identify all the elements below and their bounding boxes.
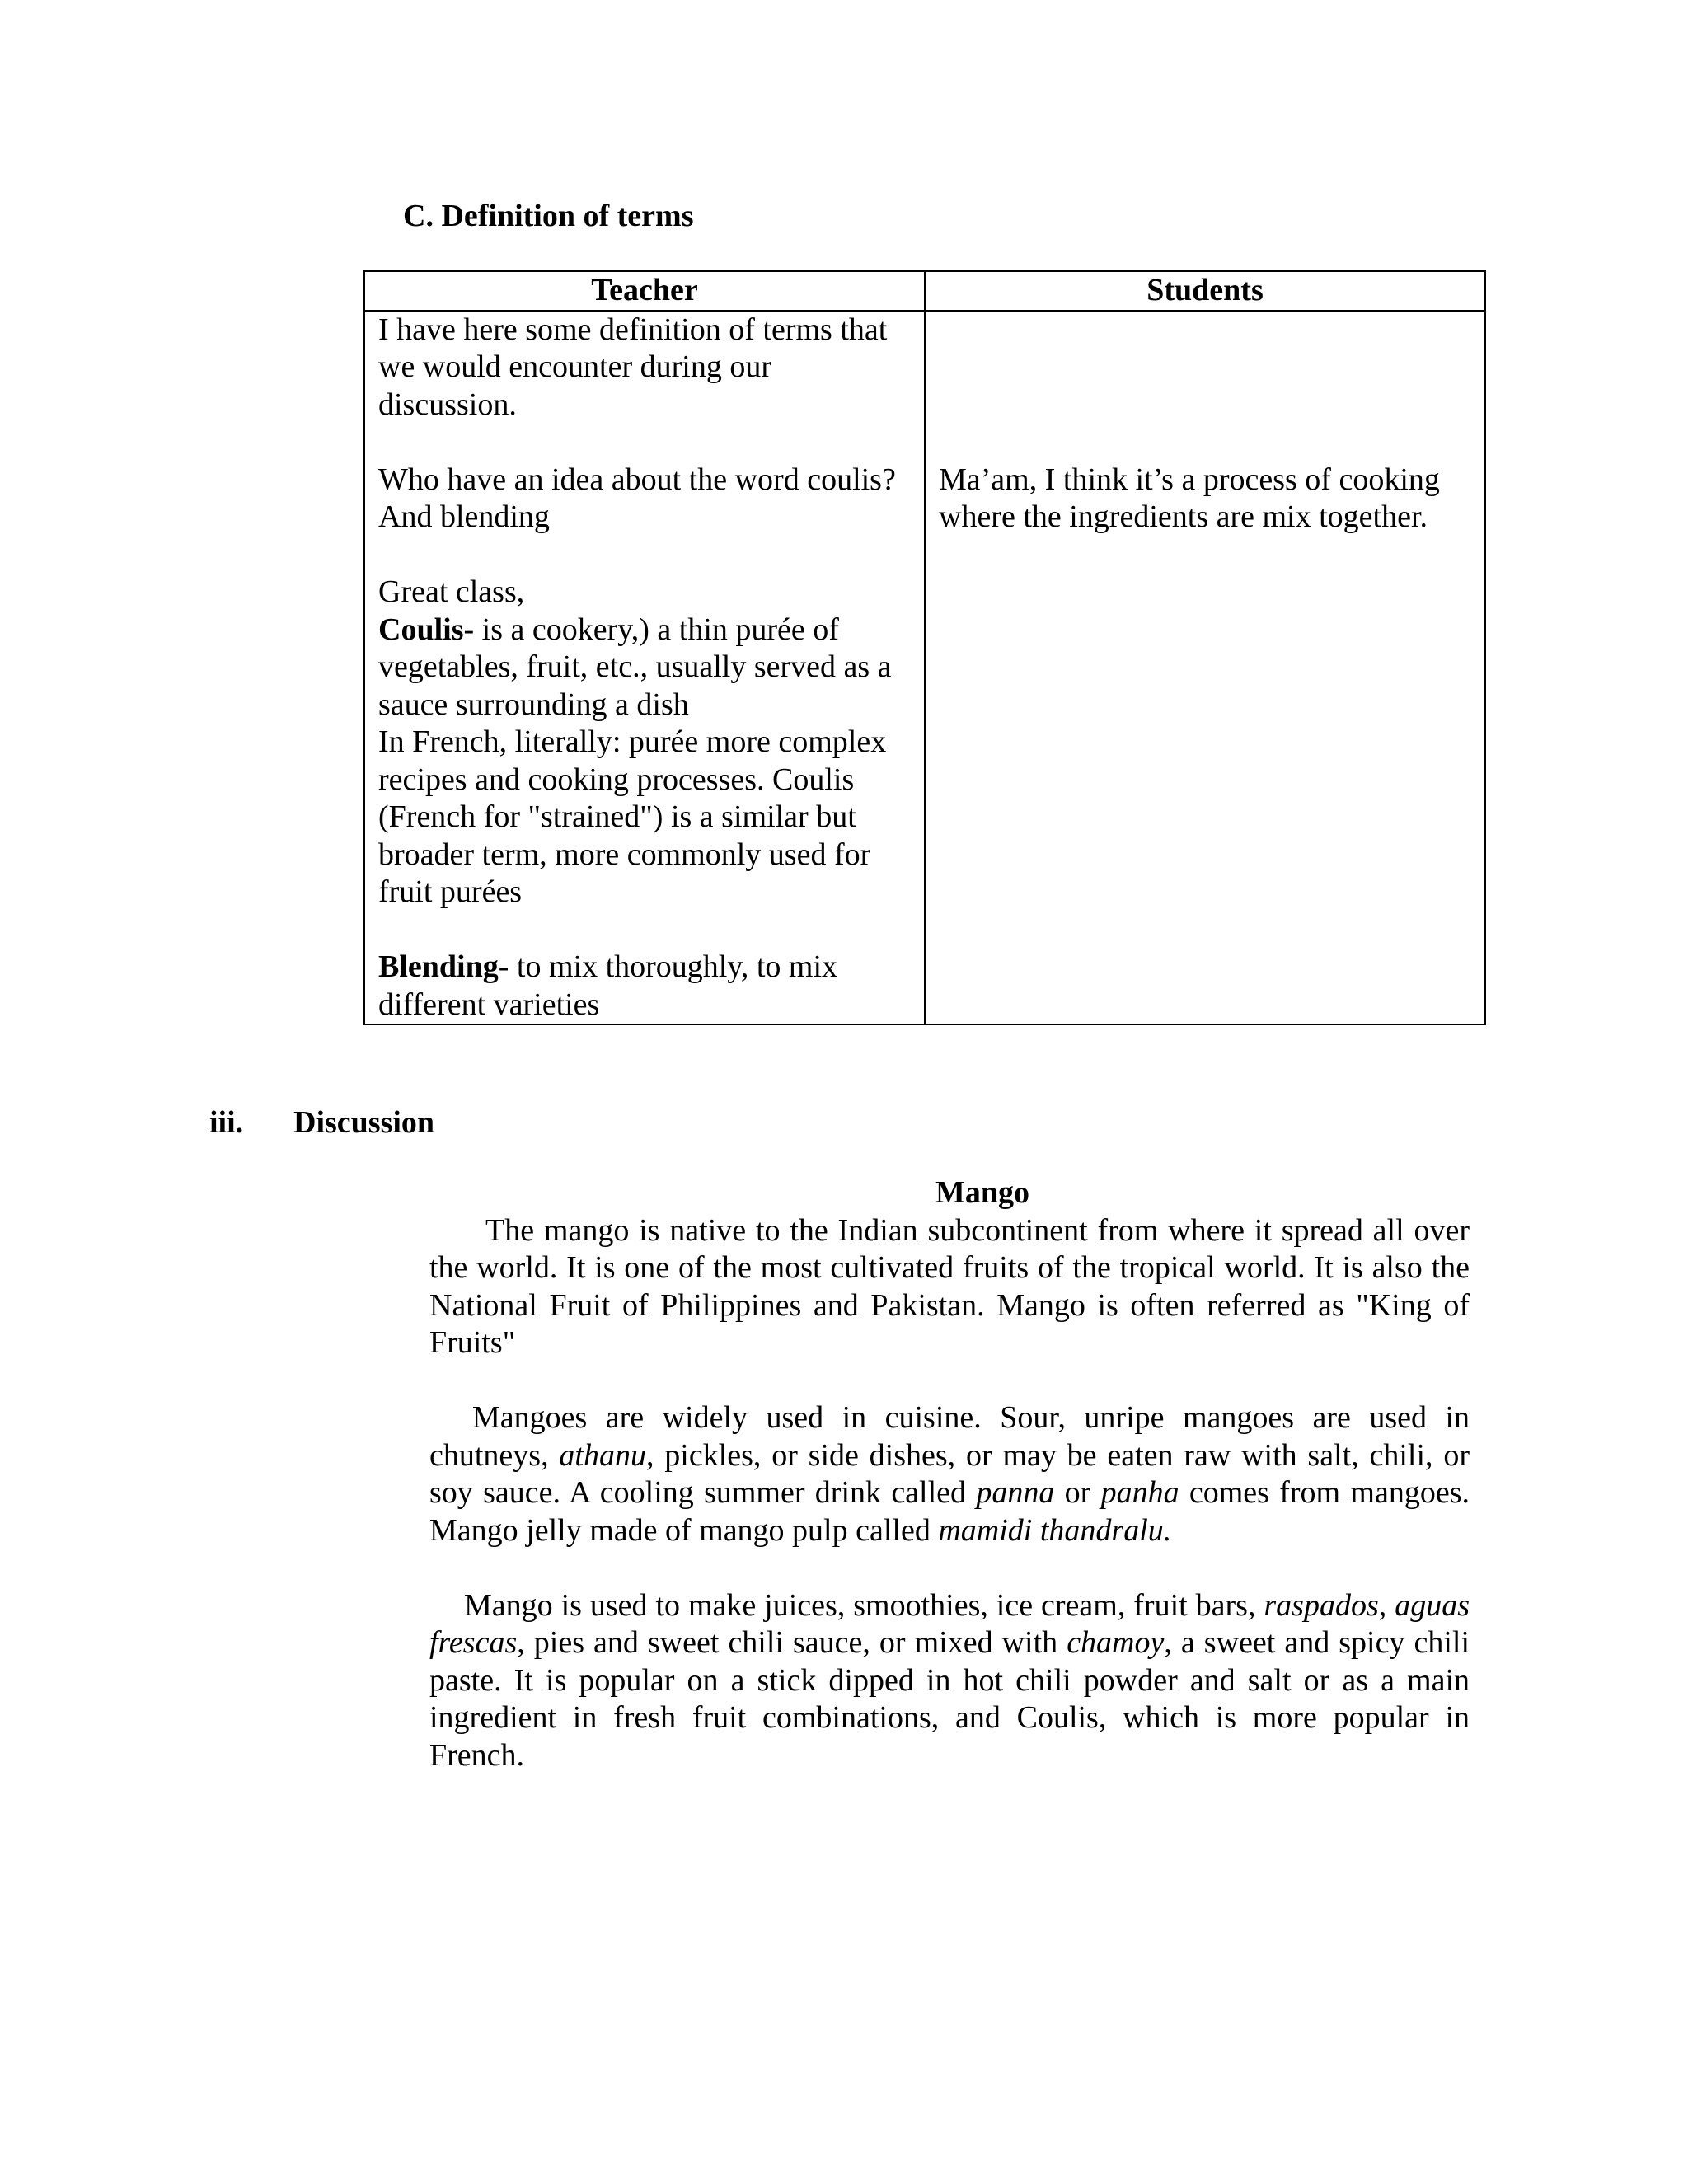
article-title: Mango: [935, 1175, 1029, 1210]
term-panna: panna: [976, 1475, 1055, 1510]
definition-table: [363, 270, 1486, 1025]
students-cell: [925, 311, 1485, 1025]
blending-definition: [378, 949, 911, 1024]
blending-def-text: to mix thoroughly, to mix different varieties: [378, 949, 838, 1022]
teacher-cell: [364, 311, 925, 1025]
coulis-term: Coulis: [378, 612, 464, 647]
mango-article: [429, 1174, 1470, 1812]
p2-text-d: comes from mangoes. Mango jelly made of mango pulp called: [429, 1475, 1470, 1548]
p3-text-a: Mango is used to make juices, smoothies, ice cream, fruit bars,: [464, 1587, 1264, 1623]
coulis-definition: [378, 612, 911, 724]
p2-text-b: , pickles, or side dishes, or may be eaten raw with salt, chili, or soy sauce. A cooling summer drink called: [429, 1437, 1470, 1510]
term-chamoy: chamoy: [1067, 1625, 1165, 1660]
section-heading: C. Definition of terms: [403, 199, 694, 233]
term-raspados: raspados: [1264, 1587, 1379, 1623]
p3-text-b: ,: [1378, 1587, 1395, 1623]
table-header-row: [364, 271, 1485, 311]
table-row: [364, 311, 1485, 1025]
p3-text-d: , a sweet and spicy chili paste. It is popular on a stick dipped in hot chili powder and salt or as a main ingredient in fresh fruit combinations, and Coulis, which is more popular in French.: [429, 1625, 1470, 1773]
teacher-praise: Great class,: [378, 574, 525, 609]
students-header: Students: [925, 271, 1485, 311]
term-athanu: athanu: [559, 1437, 646, 1473]
article-paragraph-1: The mango is native to the Indian subcontinent from where it spread all over the world. It is one of the most cultivated fruits of the tropical world. It is also the National Fruit of Philippines and Pakistan. Mango is often referred as "King of Fruits": [429, 1212, 1470, 1360]
teacher-intro: I have here some definition of terms that we would encounter during our discussion.: [378, 312, 888, 422]
term-mamidi-thandralu: mamidi thandralu.: [938, 1512, 1172, 1548]
discussion-title: Discussion: [293, 1105, 435, 1140]
teacher-header: Teacher: [364, 271, 925, 311]
coulis-french-note: In French, literally: purée more complex recipes and cooking processes. Coulis (French for "strained") is a similar but broader term, more commonly used for fruit purées: [378, 724, 887, 909]
discussion-number: iii.: [209, 1105, 244, 1140]
p2-text-c: or: [1054, 1475, 1101, 1510]
blending-term: Blending-: [378, 949, 509, 984]
article-paragraph-3: [429, 1587, 1470, 1775]
student-answer: Ma’am, I think it’s a process of cooking where the ingredients are mix together.: [939, 462, 1440, 534]
article-paragraph-2: [429, 1399, 1470, 1549]
teacher-question: Who have an idea about the word coulis? And blending: [378, 462, 896, 534]
term-panha: panha: [1100, 1475, 1179, 1510]
p2-text-a: Mangoes are widely used in cuisine. Sour, unripe mangoes are used in chutneys,: [429, 1400, 1470, 1473]
p3-text-c: , pies and sweet chili sauce, or mixed with: [517, 1625, 1067, 1660]
term-aguas-frescas: aguas frescas: [429, 1587, 1470, 1660]
coulis-def-text: - is a cookery,) a thin purée of vegetables, fruit, etc., usually served as a sauce surrounding a dish: [378, 612, 892, 722]
